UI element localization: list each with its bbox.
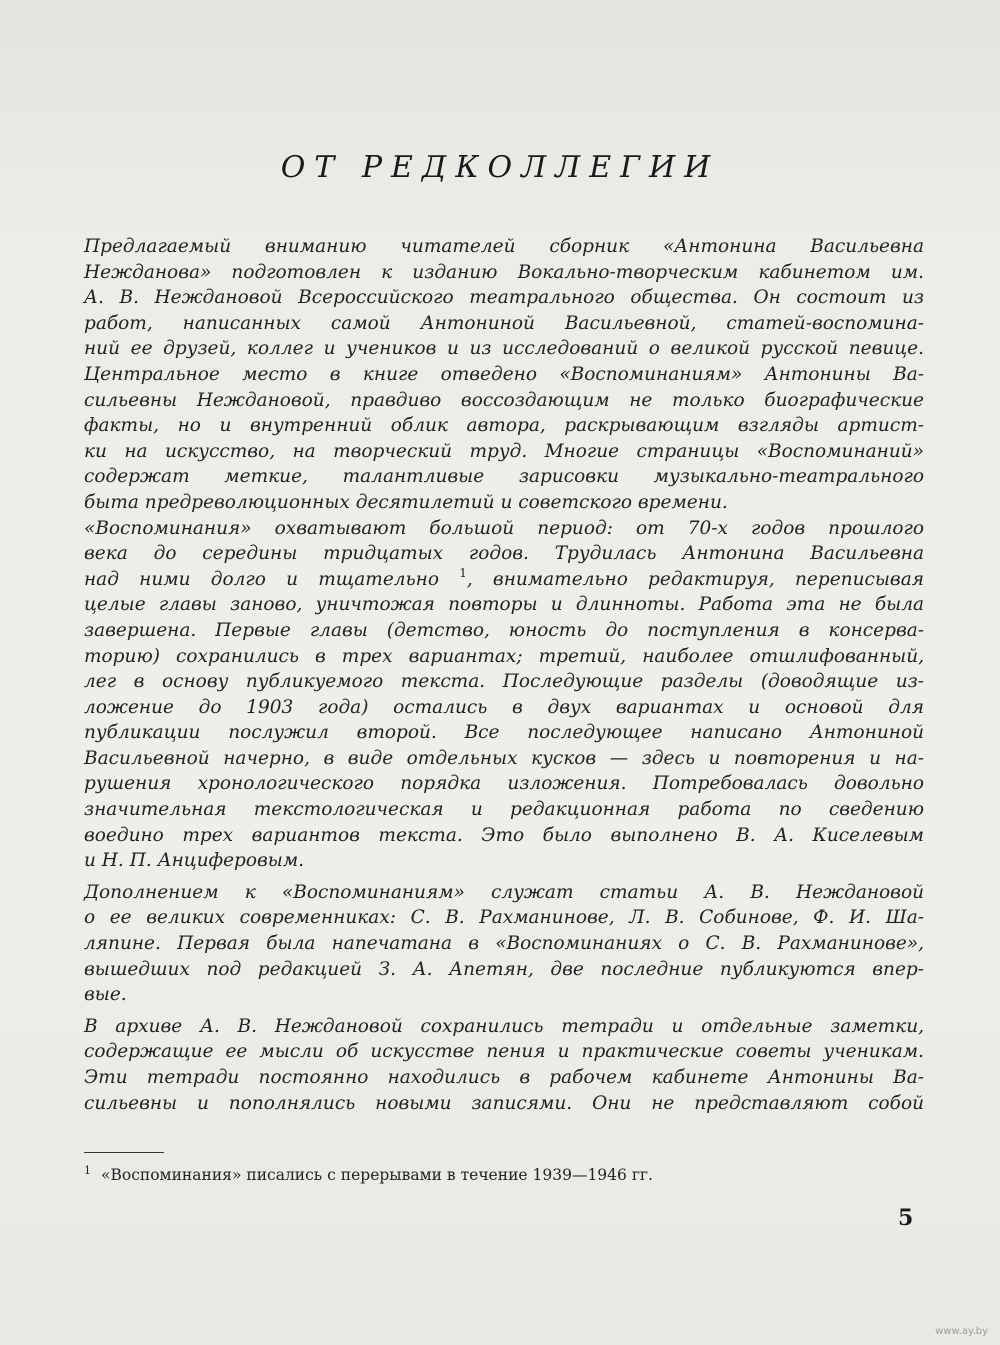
text-line: воедино трех вариантов текста. Это было выполнено В. А. Киселевым <box>84 824 924 846</box>
footnote-text: «Воспоминания» писались с перерывами в течение 1939—1946 гг. <box>101 1166 653 1184</box>
text-line: сильевны и пополнялись новыми записями. Они не представляют собой <box>84 1092 924 1114</box>
text-line: вышедших под редакцией З. А. Апетян, две последние публикуются впер- <box>84 958 924 980</box>
text-line: факты, но и внутренний облик автора, раскрывающим взгляды артист- <box>84 415 924 437</box>
text-line: торию) сохранились в трех вариантах; третий, наиболее отшлифованный, <box>84 645 924 667</box>
text-line: вые. <box>84 984 127 1006</box>
text-line: А. В. Неждановой Всероссийского театрального общества. Он состоит из <box>84 287 924 309</box>
text-line: «Воспоминания» охватывают большой период: от 70-х годов прошлого <box>84 517 924 539</box>
text-line: Нежданова» подготовлен к изданию Вокально-творческим кабинетом им. <box>84 261 924 283</box>
page-number: 5 <box>898 1205 914 1231</box>
text-fragment: , внимательно редактируя, переписывая <box>466 568 924 590</box>
text-fragment: над ними долго и тщательно <box>84 568 439 590</box>
text-line: о ее великих современниках: С. В. Рахманинове, Л. В. Собинове, Ф. И. Ша- <box>84 907 924 929</box>
body-text <box>84 234 924 1116</box>
text-line: целые главы заново, уничтожая повторы и длинноты. Работа эта не была <box>84 594 924 616</box>
text-line: рушения хронологического порядка изложения. Потребовалась довольно <box>84 773 924 795</box>
text-line: Васильевной начерно, в виде отдельных кусков — здесь и повторения и на- <box>84 747 924 769</box>
footnote <box>84 1164 653 1184</box>
text-line: лег в основу публикуемого текста. Последующие разделы (доводящие из- <box>84 671 924 693</box>
text-line: ний ее друзей, коллег и учеников и из исследований о великой русской певице. <box>84 338 924 360</box>
text-line: содержат меткие, талантливые зарисовки музыкально-театрального <box>84 466 924 488</box>
text-line: Предлагаемый вниманию читателей сборник «Антонина Васильевна <box>84 236 924 257</box>
page-title: ОТ РЕДКОЛЛЕГИИ <box>280 150 720 185</box>
text-line: века до середины тридцатых годов. Трудилась Антонина Васильевна <box>84 543 924 565</box>
text-line: и Н. П. Анциферовым. <box>84 850 305 872</box>
text-line: быта предреволюционных десятилетий и советского времени. <box>84 491 728 513</box>
text-line-with-footnote <box>84 567 924 593</box>
paragraph-2 <box>84 362 924 516</box>
watermark: www.ay.by <box>935 1326 988 1337</box>
text-line: ложение до 1903 года) остались в двух вариантах и основой для <box>84 696 924 718</box>
text-line: Дополнением к «Воспоминаниям» служат статьи А. В. Неждановой <box>84 881 924 903</box>
text-line: Эти тетради постоянно находились в рабочем кабинете Антонины Ва- <box>84 1067 924 1088</box>
text-line: содержащие ее мысли об искусстве пения и практические советы ученикам. <box>84 1041 924 1063</box>
text-line: ки на искусство, на творческий труд. Многие страницы «Воспоминаний» <box>84 440 924 462</box>
text-line: значительная текстологическая и редакционная работа по сведению <box>84 799 924 821</box>
text-line: сильевны Неждановой, правдиво воссоздающим не только биографические <box>84 389 924 411</box>
footnote-divider <box>84 1152 164 1153</box>
footnote-reference[interactable]: 1 <box>459 565 467 580</box>
text-line: завершена. Первые главы (детство, юность до поступления в консерва- <box>84 619 924 641</box>
paragraph-3 <box>84 516 924 874</box>
text-line: публикации послужил второй. Все последующее написано Антониной <box>84 722 924 744</box>
text-line: работ, написанных самой Антониной Васильевной, статей-воспомина- <box>84 312 924 334</box>
paragraph-1 <box>84 234 924 362</box>
footnote-mark: 1 <box>84 1164 91 1177</box>
text-line: ляпине. Первая была напечатана в «Воспоминаниях о С. В. Рахманинове», <box>84 933 924 955</box>
text-line: В архиве А. В. Неждановой сохранились тетради и отдельные заметки, <box>84 1015 924 1037</box>
paragraph-4 <box>84 880 924 1008</box>
text-line: Центральное место в книге отведено «Воспоминаниям» Антонины Ва- <box>84 363 924 385</box>
paragraph-5 <box>84 1014 924 1116</box>
